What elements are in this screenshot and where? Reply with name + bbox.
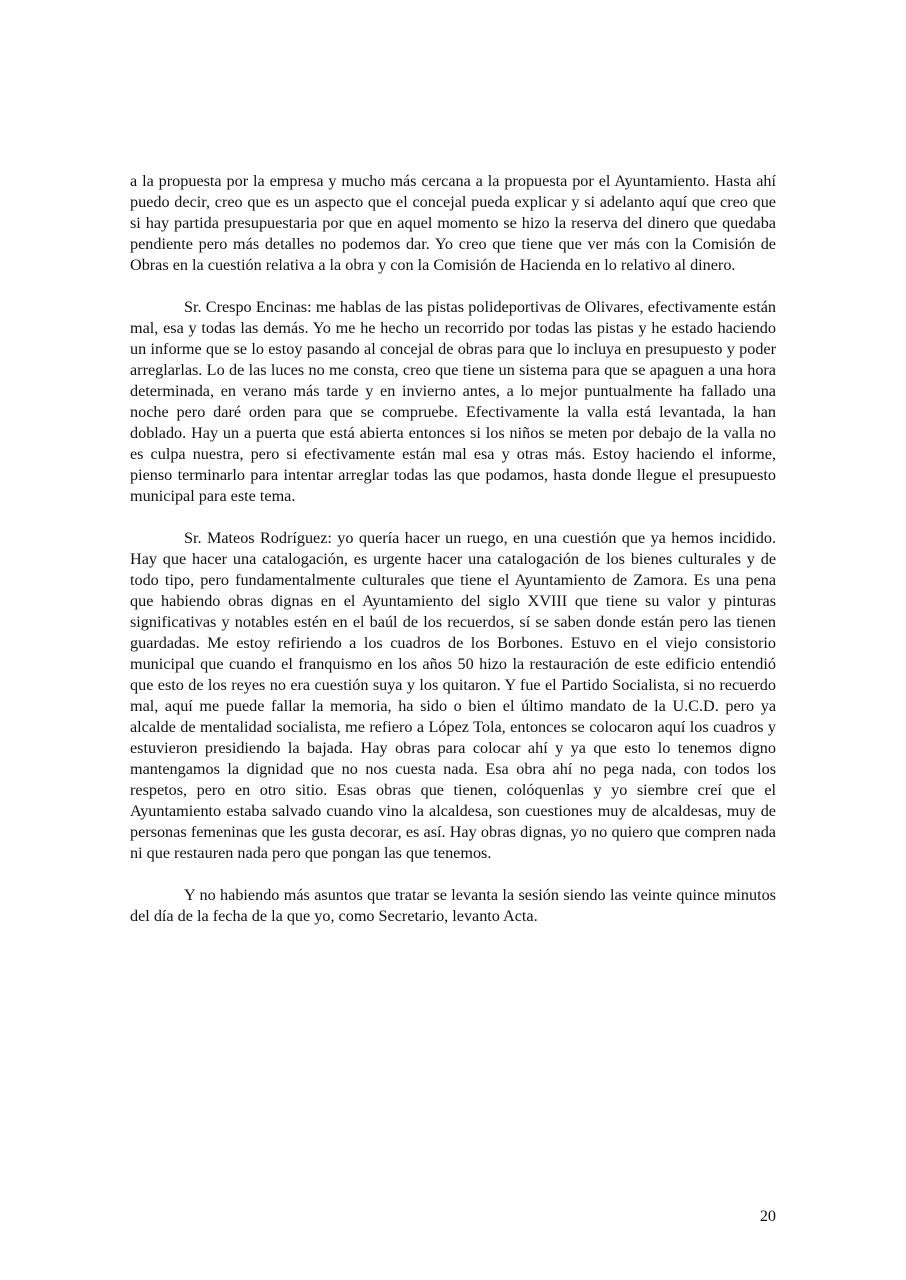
- page-number: 20: [759, 1207, 776, 1225]
- paragraph-mateos-rodriguez: Sr. Mateos Rodríguez: yo quería hacer un ruego, en una cuestión que ya hemos incidido. Hay que hacer una catalogación, es urgente hacer una catalogación de los bienes culturales y de todo tipo, pero fundamentalmente culturales que tiene el Ayuntamiento de Zamora. Es una pena que habiendo obras dignas en el Ayuntamiento del siglo XVIII que tiene su valor y pinturas significativas y notables estén en el baúl de los recuerdos, sí se saben donde están pero las tienen guardadas. Me estoy refiriendo a los cuadros de los Borbones. Estuvo en el viejo consistorio municipal que cuando el franquismo en los años 50 hizo la restauración de este edificio entendió que esto de los reyes no era cuestión suya y los quitaron. Y fue el Partido Socialista, si no recuerdo mal, aquí me puede fallar la memoria, ha sido o bien el último mandato de la U.C.D. pero ya alcalde de mentalidad socialista, me refiero a López Tola, entonces se colocaron aquí los cuadros y estuvieron presidiendo la bajada. Hay obras para colocar ahí y ya que esto lo tenemos digno mantengamos la dignidad que no nos cuesta nada. Esa obra ahí no pega nada, con todos los respetos, pero en otro sitio. Esas obras que tienen, colóquenlas y yo siembre creí que el Ayuntamiento estaba salvado cuando vino la alcaldesa, son cuestiones muy de alcaldesas, muy de personas femeninas que les gusta decorar, es así. Hay obras dignas, yo no quiero que compren nada ni que restauren nada pero que pongan las que tenemos.: [130, 529, 776, 862]
- paragraph-crespo-encinas: Sr. Crespo Encinas: me hablas de las pistas polideportivas de Olivares, efectivamente están mal, esa y todas las demás. Yo me he hecho un recorrido por todas las pistas y he estado haciendo un informe que se lo estoy pasando al concejal de obras para que lo incluya en presupuesto y poder arreglarlas. Lo de las luces no me consta, creo que tiene un sistema para que se apaguen a una hora determinada, en verano más tarde y en invierno antes, a lo mejor puntualmente ha fallado una noche pero daré orden para que se compruebe. Efectivamente la valla está levantada, la han doblado. Hay un a puerta que está abierta entonces si los niños se meten por debajo de la valla no es culpa nuestra, pero si efectivamente están mal esa y otras más. Estoy haciendo el informe, pienso terminarlo para intentar arreglar todas las que podamos, hasta donde llegue el presupuesto municipal para este tema.: [130, 298, 776, 505]
- paragraph-closing: Y no habiendo más asuntos que tratar se levanta la sesión siendo las veinte quince minutos del día de la fecha de la que yo, como Secretario, levanto Acta.: [130, 886, 776, 925]
- paragraph-continuation: a la propuesta por la empresa y mucho más cercana a la propuesta por el Ayuntamiento. Hasta ahí puedo decir, creo que es un aspecto que el concejal pueda explicar y si adelanto aquí que creo que si hay partida presupuestaria por que en aquel momento se hizo la reserva del dinero que quedaba pendiente pero más detalles no podemos dar. Yo creo que tiene que ver más con la Comisión de Obras en la cuestión relativa a la obra y con la Comisión de Hacienda en lo relativo al dinero.: [130, 172, 776, 274]
- document-body: [130, 171, 776, 948]
